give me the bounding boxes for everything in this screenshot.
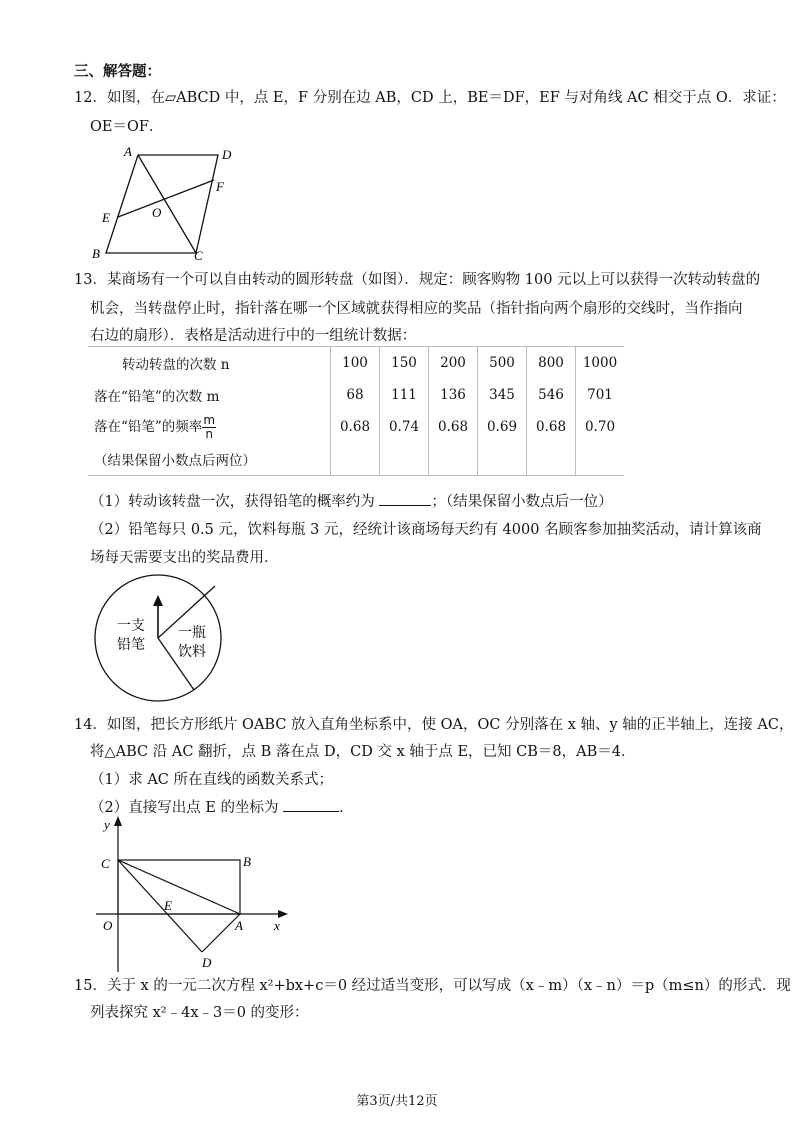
- q13-text-line2: 机会，当转盘停止时，指针落在哪一个区域就获得相应的奖品（指针指向两个扇形的交线时，当作指向: [90, 301, 743, 317]
- table-cell: 1000: [576, 347, 625, 380]
- label-C: C: [101, 856, 110, 871]
- label-E: E: [164, 898, 172, 913]
- label-O: O: [152, 205, 162, 220]
- axis-label-y: y: [104, 817, 110, 832]
- table-cell: 0.68: [331, 411, 380, 443]
- label-A: A: [124, 144, 132, 159]
- q14-coordinate-figure: [92, 812, 292, 974]
- q15-text-line1: 15．关于 x 的一元二次方程 x²+bx+c＝0 经过适当变形，可以写成（x﹣m）（x﹣n）＝p（m≤n）的形式．现: [74, 978, 791, 994]
- table-row: [88, 379, 624, 411]
- table-cell: 345: [478, 379, 527, 411]
- q13-wheel-figure: [86, 574, 231, 704]
- table-cell: 701: [576, 379, 625, 411]
- q13-stats-table: [88, 346, 624, 476]
- wheel-left-text2: 铅笔: [117, 638, 145, 653]
- answer-blank[interactable]: [283, 797, 339, 812]
- table-cell: 100: [331, 347, 380, 380]
- label-O: O: [103, 918, 113, 933]
- wheel-left-text1: 一支: [117, 619, 145, 634]
- answer-blank[interactable]: [379, 491, 431, 506]
- label-B: B: [243, 854, 251, 869]
- row-label-n: 转动转盘的次数 n: [88, 347, 331, 380]
- table-row: [88, 443, 624, 476]
- q14-sub2-post: ．: [339, 800, 354, 816]
- table-row: [88, 411, 624, 443]
- table-cell: 68: [331, 379, 380, 411]
- table-cell: 150: [380, 347, 429, 380]
- q13-sub2-line2: 场每天需要支出的奖品费用．: [90, 550, 279, 566]
- q14-text-line1: 14．如图，把长方形纸片 OABC 放入直角坐标系中，使 OA，OC 分别落在 x 轴、y 轴的正半轴上，连接 AC，: [74, 717, 794, 733]
- table-cell: 0.74: [380, 411, 429, 443]
- table-cell: 111: [380, 379, 429, 411]
- q13-sub1-pre: （1）转动该转盘一次，获得铅笔的概率约为: [90, 494, 375, 510]
- table-cell: 546: [527, 379, 576, 411]
- q14-text-line2: 将△ABC 沿 AC 翻折，点 B 落在点 D，CD 交 x 轴于点 E，已知 CB＝8，AB＝4．: [90, 744, 636, 760]
- label-A: A: [235, 918, 243, 933]
- wheel-right-text1: 一瓶: [178, 626, 206, 641]
- q12-parallelogram-figure: [88, 140, 248, 265]
- table-cell: 0.70: [576, 411, 625, 443]
- q13-sub1: [90, 491, 613, 512]
- table-cell: 200: [429, 347, 478, 380]
- row-label-frequency: [88, 411, 331, 443]
- q14-sub1: （1）求 AC 所在直线的函数关系式；: [90, 772, 334, 788]
- label-C: C: [194, 248, 203, 263]
- q13-sub2-line1: （2）铅笔每只 0.5 元，饮料每瓶 3 元，经统计该商场每天约有 4000 名顾客参加抽奖活动，请计算该商: [90, 522, 762, 538]
- q14-sub2-pre: （2）直接写出点 E 的坐标为: [90, 800, 279, 816]
- table-cell: 136: [429, 379, 478, 411]
- row-label-m: 落在“铅笔”的次数 m: [94, 389, 220, 405]
- q13-sub1-post: ；（结果保留小数点后一位）: [431, 494, 613, 510]
- q13-text-line1: 13．某商场有一个可以自由转动的圆形转盘（如图）．规定：顾客购物 100 元以上可以获得一次转动转盘的: [74, 272, 761, 288]
- page-number: 第3页/共12页: [356, 1094, 438, 1109]
- section-title: 三、解答题：: [74, 63, 161, 80]
- table-cell: 500: [478, 347, 527, 380]
- label-D: D: [202, 955, 212, 970]
- q12-text-line1: 12．如图，在▱ABCD 中，点 E，F 分别在边 AB，CD 上，BE＝DF，EF 与对角线 AC 相交于点 O．求证：: [74, 90, 786, 106]
- q13-text-line3: 右边的扇形）．表格是活动进行中的一组统计数据：: [90, 328, 417, 344]
- table-cell: 0.69: [478, 411, 527, 443]
- table-cell: 0.68: [429, 411, 478, 443]
- fraction-numerator: m: [203, 412, 216, 427]
- table-cell: 0.68: [527, 411, 576, 443]
- wheel-right-text2: 饮料: [178, 645, 206, 660]
- fraction-denominator: n: [205, 426, 213, 441]
- q15-text-line2: 列表探究 x²﹣4x﹣3＝0 的变形：: [90, 1005, 309, 1021]
- fraction-m-over-n: [202, 414, 216, 441]
- table-row: [88, 347, 624, 380]
- q12-text-line2: OE＝OF．: [90, 119, 164, 135]
- label-B: B: [92, 246, 100, 261]
- row-label-note: （结果保留小数点后两位）: [88, 443, 331, 476]
- axis-label-x: x: [274, 918, 280, 933]
- table-cell: 800: [527, 347, 576, 380]
- label-E: E: [102, 210, 110, 225]
- label-F: F: [216, 179, 224, 194]
- frequency-label-text: 落在“铅笔”的频率: [94, 418, 203, 435]
- label-D: D: [222, 147, 232, 162]
